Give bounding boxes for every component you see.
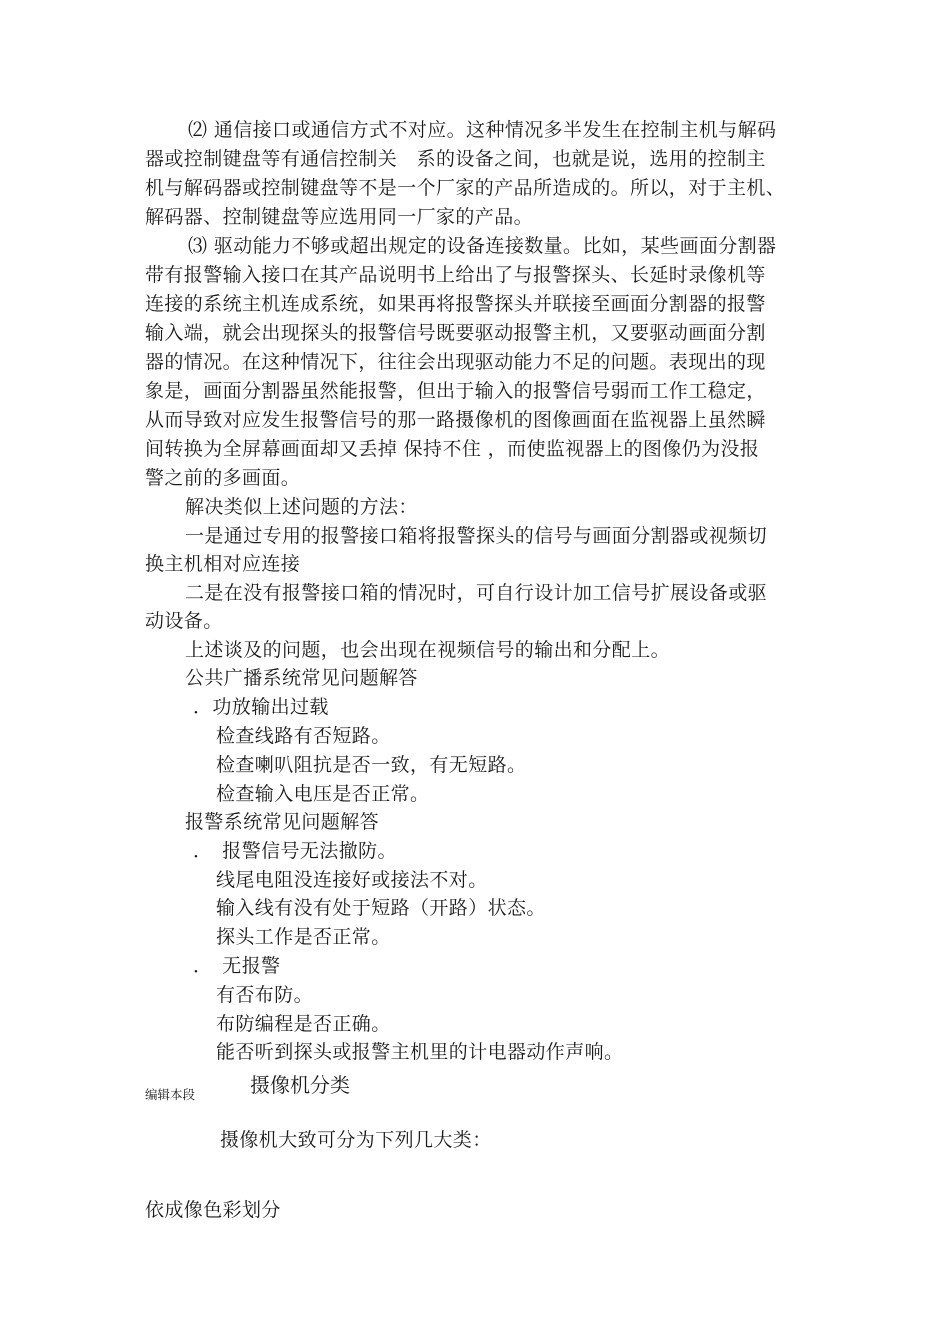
list-item: 探头工作是否正常。	[216, 926, 391, 948]
paragraph-line: 器的情况。在这种情况下，往往会出现驱动能力不足的问题。表现出的现	[145, 351, 766, 373]
list-item: ． 报警信号无法撤防。	[193, 840, 397, 862]
paragraph-line: 一是通过专用的报警接口箱将报警探头的信号与画面分割器或视频切	[185, 525, 768, 547]
paragraph-line: 间转换为全屏幕画面却又丢掉 保持不住 ，而使监视器上的图像仍为没报	[145, 438, 760, 460]
list-item: 检查输入电压是否正常。	[216, 783, 430, 805]
paragraph-line: 上述谈及的问题，也会出现在视频信号的输出和分配上。	[185, 639, 671, 661]
paragraph-line: 动设备。	[145, 610, 223, 632]
paragraph-line: 象是，画面分割器虽然能报警，但出于输入的报警信号弱而工作工稳定，	[145, 380, 766, 402]
paragraph-line: 输入端，就会出现探头的报警信号既要驱动报警主机，又要驱动画面分割	[145, 322, 766, 344]
section-subheading: 依成像色彩划分	[145, 1199, 281, 1221]
paragraph-line: 机与解码器或控制键盘等不是一个厂家的产品所造成的。所以，对于主机、	[145, 177, 786, 199]
list-item: 布防编程是否正确。	[216, 1013, 391, 1035]
paragraph-line: 警之前的多画面。	[145, 467, 301, 489]
paragraph-line: 解决类似上述问题的方法：	[185, 496, 418, 518]
paragraph-line: 从而导致对应发生报警信号的那一路摄像机的图像画面在监视器上虽然瞬	[145, 409, 766, 431]
paragraph-line: 带有报警输入接口在其产品说明书上给出了与报警探头、长延时录像机等	[145, 264, 766, 286]
list-item: 输入线有没有处于短路（开路）状态。	[216, 897, 546, 919]
list-item: 线尾电阻没连接好或接法不对。	[216, 869, 488, 891]
paragraph-line: ⑵ 通信接口或通信方式不对应。这种情况多半发生在控制主机与解码	[188, 119, 777, 141]
list-item: 检查喇叭阻抗是否一致，有无短路。	[216, 754, 527, 776]
list-item: 能否听到探头或报警主机里的计电器动作声响。	[216, 1041, 624, 1063]
paragraph-line: 二是在没有报警接口箱的情况时，可自行设计加工信号扩展设备或驱	[185, 582, 768, 604]
list-item: 有否布防。	[216, 984, 314, 1006]
edit-section-label: 编辑本段	[145, 1087, 196, 1102]
paragraph-line: 解码器、控制键盘等应选用同一厂家的产品。	[145, 206, 534, 228]
section-heading: 摄像机分类	[250, 1073, 350, 1097]
list-heading: 公共广播系统常见问题解答	[185, 667, 418, 689]
paragraph-line: 换主机相对应连接	[145, 553, 301, 575]
paragraph-line: ⑶ 驱动能力不够或超出规定的设备连接数量。比如，某些画面分割器	[188, 235, 777, 257]
list-item: 检查线路有否短路。	[216, 725, 391, 747]
paragraph-line: 器或控制键盘等有通信控制关 系的设备之间，也就是说，选用的控制主	[145, 148, 766, 170]
section-intro: 摄像机大致可分为下列几大类：	[220, 1129, 492, 1151]
list-heading: 报警系统常见问题解答	[185, 811, 380, 833]
list-item: ． 无报警	[193, 955, 281, 977]
paragraph-line: 连接的系统主机连成系统，如果再将报警探头并联接至画面分割器的报警	[145, 293, 766, 315]
list-item: ．功放输出过载	[193, 696, 329, 718]
